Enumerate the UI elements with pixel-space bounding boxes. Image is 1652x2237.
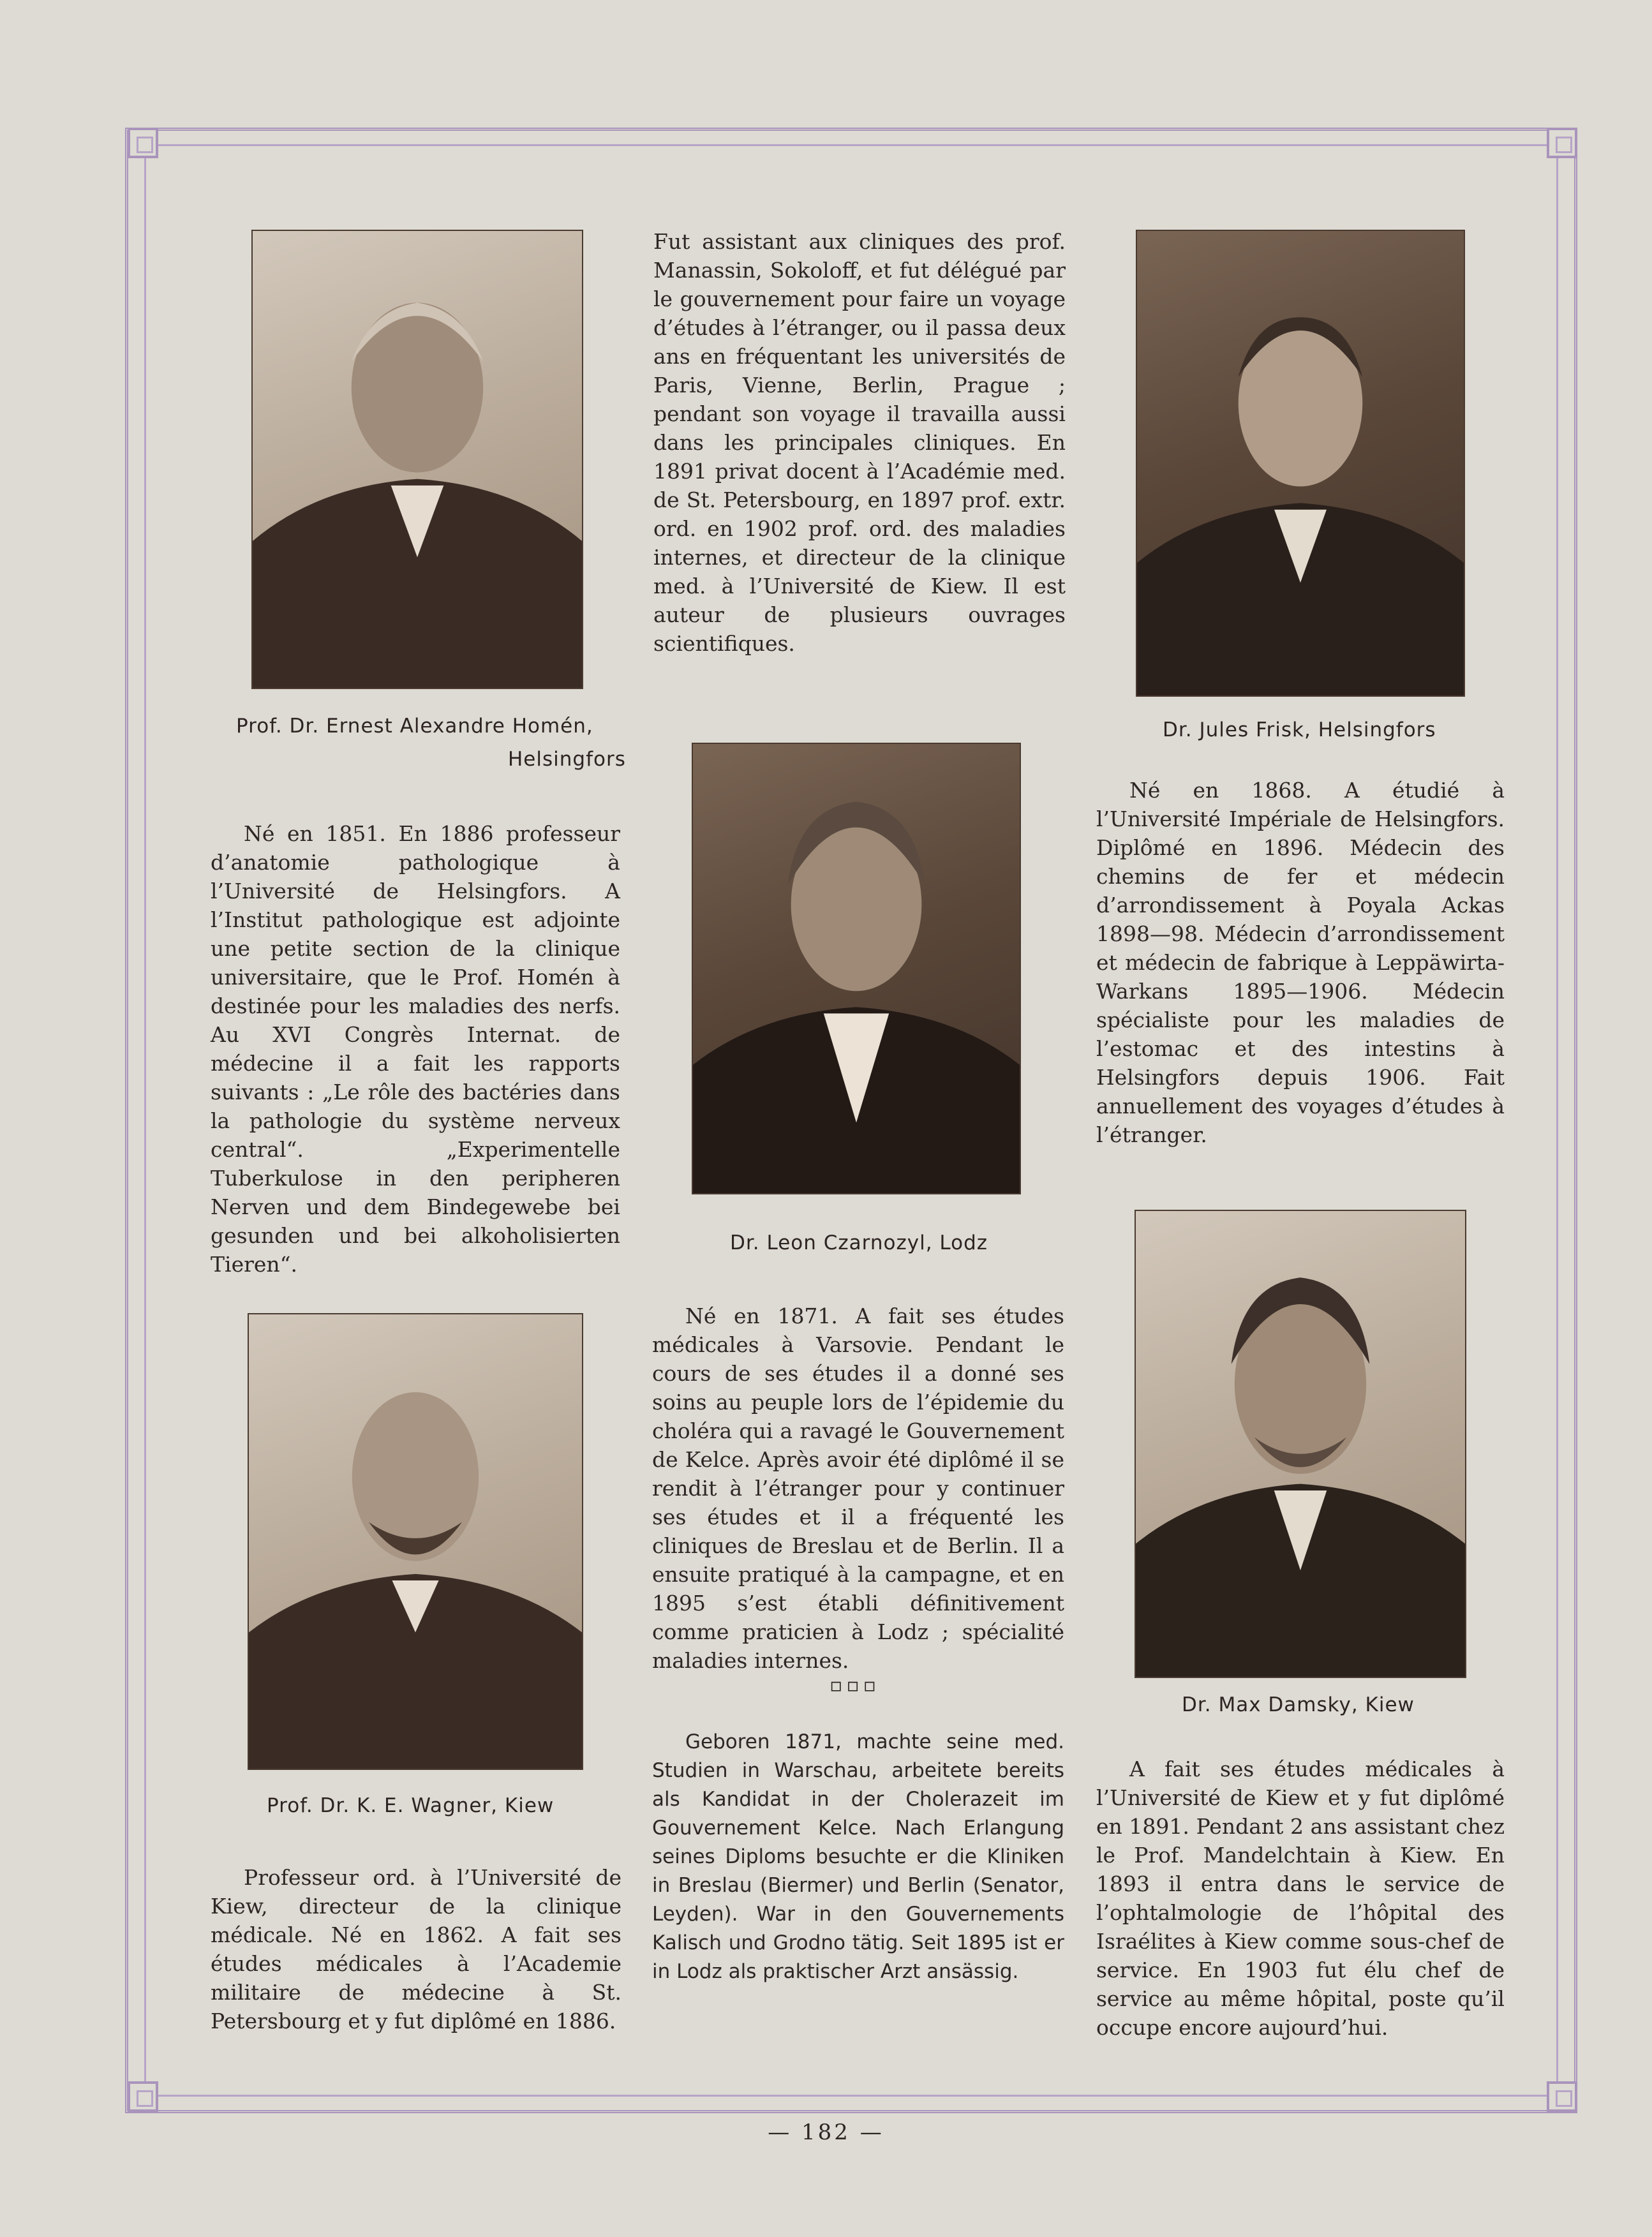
border-corner-top-right <box>1547 128 1577 158</box>
bio-czarnozyl-fr <box>652 1302 1064 1675</box>
portrait-czarnozyl <box>692 743 1021 1194</box>
bio-czarnozyl-fr-text: Né en 1871. A fait ses études médicales à Varsovie. Pendant le cours de ses études il a donné ses soins au peuple lors de l’épidemie du choléra qui a ravagé le Gouvernement de Kelce. Après avoir été diplômé il se rendit à l’étranger pour y continuer ses études et il a fréquenté les cliniques de Breslau et de Berlin. Il a ensuite pratiqué à la campagne, et en 1895 s’est établi définitivement comme praticien à Lodz ; spécialité maladies internes. <box>652 1304 1064 1673</box>
bio-homen <box>211 819 620 1279</box>
bio-continued <box>653 227 1066 658</box>
caption-homen-line1: Prof. Dr. Ernest Alexandre Homén, <box>236 715 593 738</box>
border-corner-bottom-left <box>128 2081 158 2112</box>
portrait-wagner <box>248 1313 583 1770</box>
portrait-damsky <box>1135 1210 1466 1678</box>
bio-homen-text: Né en 1851. En 1886 professeur d’anatomie pathologique à l’Université de Helsingfors. A l’Institut pathologique est adjointe une petite section de la clinique universitaire, que le Prof. Homén à destinée pour les maladies des nerfs. Au XVI Congrès Internat. de médecine il a fait les rapports suivants : „Le rôle des bactéries dans la pathologie du système nerveux central“. „Experimentelle Tuberkulose in den peripheren Nerven und dem Bindegewebe bei gesunden und bei alkoholisierten Tieren“. <box>211 821 620 1277</box>
bio-damsky <box>1096 1755 1505 2042</box>
bio-wagner-text: Professeur ord. à l’Université de Kiew, directeur de la clinique médicale. Né en 1862. A fait ses études médicales à l’Academie militaire de médecine à St. Petersbourg et y fut diplômé en 1886. <box>211 1865 621 2033</box>
bio-continued-text: Fut assistant aux cliniques des prof. Manassin, Sokoloff, et fut délégué par le gouvernement pour faire un voyage d’études à l’étranger, ou il passa deux ans en fréquentant les universités de Paris, Vienne, Berlin, Prague ; pendant son voyage il travailla aussi dans les principales cliniques. En 1891 privat docent à l’Académie med. de St. Petersbourg, en 1897 prof. extr. ord. en 1902 prof. ord. des maladies internes, et directeur de la clinique med. à l’Université de Kiew. Il est auteur de plusieurs ouvrages scientifiques. <box>653 229 1066 656</box>
caption-czarnozyl: Dr. Leon Czarnozyl, Lodz <box>730 1231 988 1254</box>
bio-frisk-text: Né en 1868. A étudié à l’Université Impériale de Helsingfors. Diplômé en 1896. Médecin des chemins de fer et médecin d’arrondissement à Poyala Ackas 1898—98. Médecin d’arrondissement et médecin de fabrique à Leppäwirta-Warkans 1895—1906. Médecin spécialiste pour les maladies de l’estomac et des intestins à Helsingfors depuis 1906. Fait annuellement des voyages d’études à l’étranger. <box>1096 778 1505 1147</box>
caption-frisk: Dr. Jules Frisk, Helsingfors <box>1163 718 1436 741</box>
border-corner-bottom-right <box>1547 2081 1577 2112</box>
page-number: — 182 — <box>768 2120 884 2145</box>
portrait-frisk <box>1136 230 1465 697</box>
bio-czarnozyl-de <box>652 1728 1064 1986</box>
caption-homen-line2: Helsingfors <box>508 748 626 771</box>
border-corner-top-left <box>128 128 158 158</box>
section-separator: ▫▫▫ <box>830 1674 880 1697</box>
caption-wagner: Prof. Dr. K. E. Wagner, Kiew <box>267 1794 554 1817</box>
bio-frisk <box>1096 776 1505 1149</box>
caption-damsky: Dr. Max Damsky, Kiew <box>1182 1693 1415 1716</box>
bio-wagner <box>211 1863 621 2035</box>
bio-damsky-text: A fait ses études médicales à l’Université de Kiew et y fut diplômé en 1891. Pendant 2 ans assistant chez le Prof. Mandelchtain à Kiew. En 1893 il entra dans le service de l’ophtalmologie de l’hôpital des Israélites à Kiew comme sous-chef de service. En 1903 fut élu chef de service au même hôpital, poste qu’il occupe encore aujourd’hui. <box>1096 1757 1505 2040</box>
portrait-homen <box>251 230 583 689</box>
bio-czarnozyl-de-text: Geboren 1871, machte seine med. Studien in Warschau, arbeitete bereits als Kandidat in der Cholerazeit im Gouvernement Kelce. Nach Erlangung seines Diploms besuchte er die Kliniken in Breslau (Biermer) und Berlin (Senator, Leyden). War in den Gouvernements Kalisch und Grodno tätig. Seit 1895 ist er in Lodz als praktischer Arzt ansässig. <box>652 1730 1064 1983</box>
